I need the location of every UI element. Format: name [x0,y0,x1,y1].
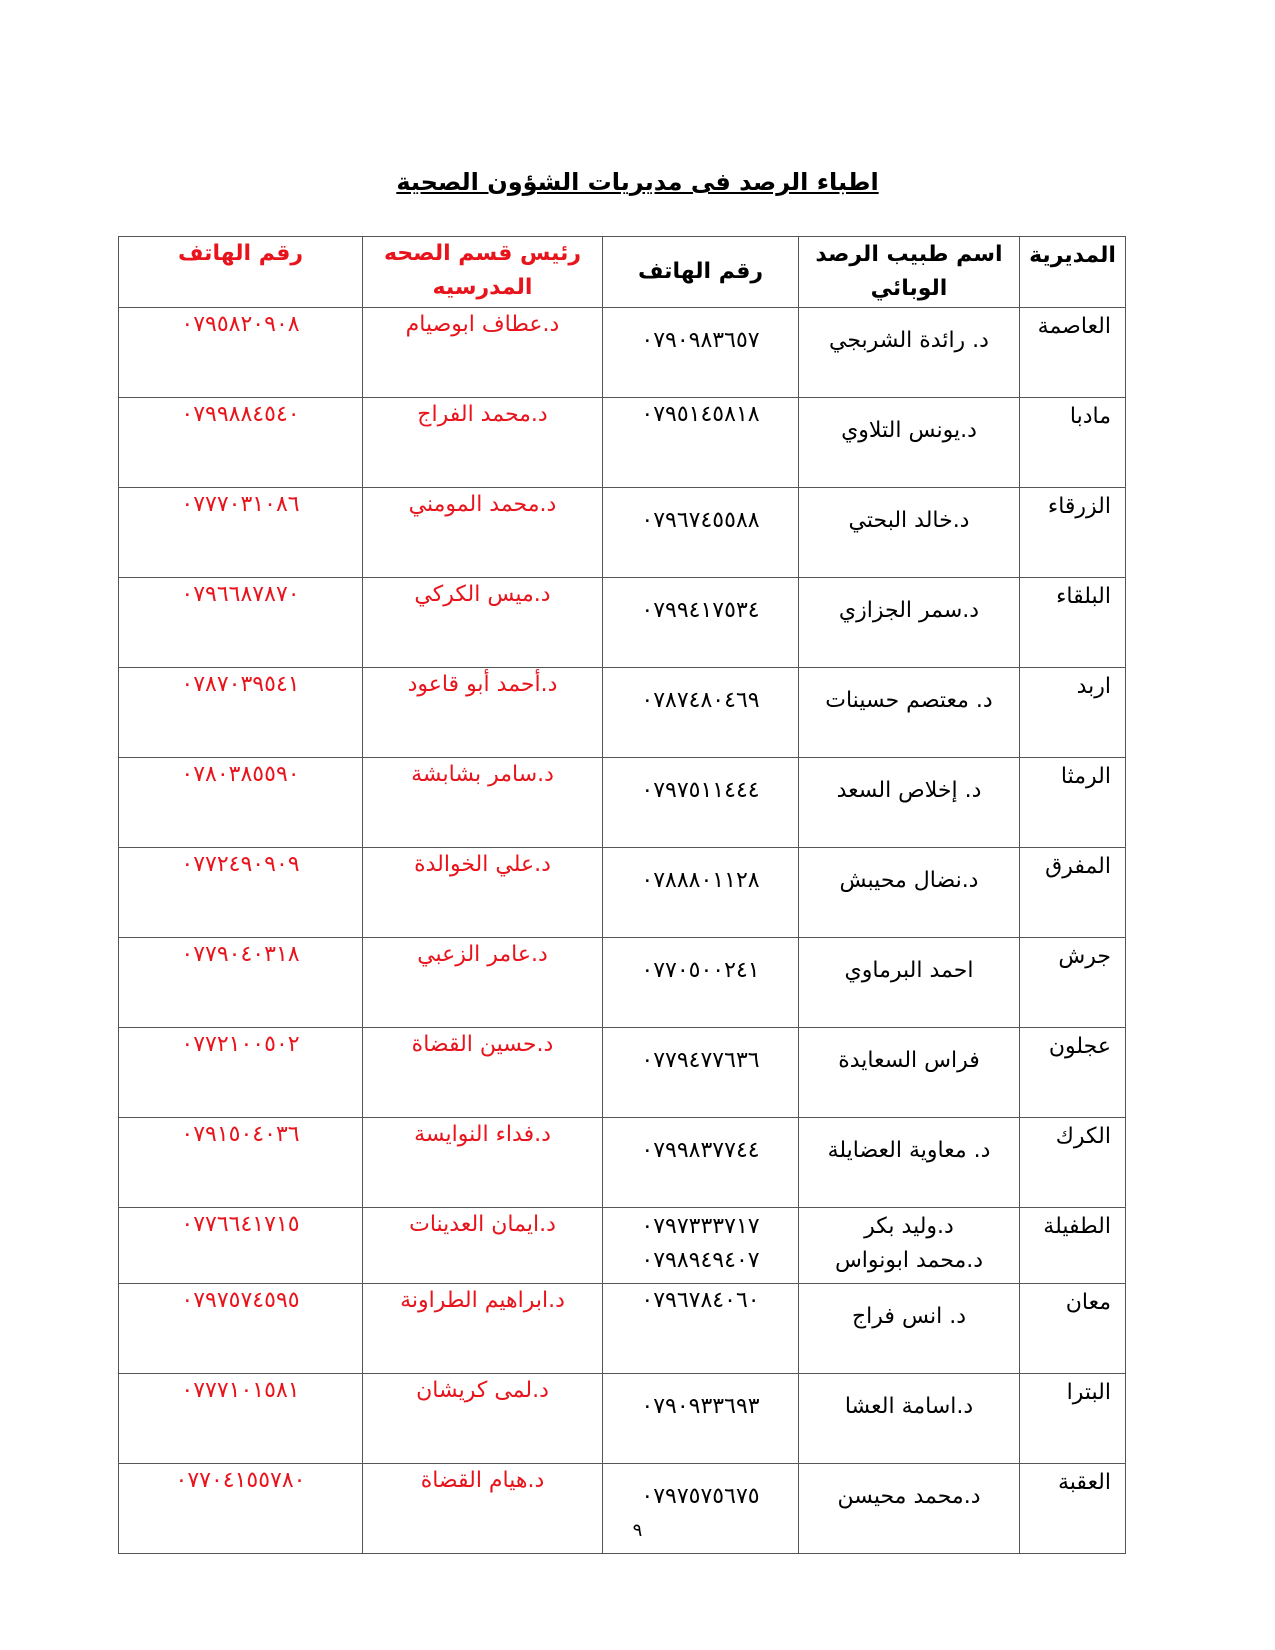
doctor-cell: د.سمر الجزازي [799,578,1020,668]
phone-cell: ٠٧٨٧٤٨٠٤٦٩ [603,668,799,758]
doctor-cell [799,1208,1020,1284]
header-school-head: رئيس قسم الصحه المدرسيه [363,237,603,308]
doctor-cell: د.يونس التلاوي [799,398,1020,488]
school-head-cell: د.فداء النوايسة [363,1118,603,1208]
doctor-cell: د.محمد محيسن [799,1464,1020,1554]
table-row [119,1208,1126,1284]
phone-2-cell: ٠٧٧٧١٠١٥٨١ [119,1374,363,1464]
directorate-cell: الرمثا [1020,758,1126,848]
phone-2-cell: ٠٧٩٧٥٧٤٥٩٥ [119,1284,363,1374]
directorate-cell: البترا [1020,1374,1126,1464]
table-row [119,938,1126,1028]
table-row [119,1374,1126,1464]
phone-2-cell: ٠٧٧٦٦٤١٧١٥ [119,1208,363,1284]
school-head-cell: د.عطاف ابوصيام [363,308,603,398]
header-doctor: اسم طبيب الرصد الوبائي [799,237,1020,308]
header-phone-2: رقم الهاتف [119,237,363,308]
table-row [119,1028,1126,1118]
header-directorate: المديرية [1020,237,1126,308]
table-row [119,578,1126,668]
phone-cell: ٠٧٩٩٨٣٧٧٤٤ [603,1118,799,1208]
page-title: اطباء الرصد فى مديريات الشؤون الصحية [396,168,879,196]
school-head-cell: د.هيام القضاة [363,1464,603,1554]
phone-cell: ٠٧٩٦٧٨٤٠٦٠ [603,1284,799,1374]
school-head-cell: د.عامر الزعبي [363,938,603,1028]
table-row [119,1284,1126,1374]
table-row [119,488,1126,578]
directorate-cell: جرش [1020,938,1126,1028]
school-head-cell: د.ميس الكركي [363,578,603,668]
school-head-cell: د.حسين القضاة [363,1028,603,1118]
phone-cell: ٠٧٩٠٩٨٣٦٥٧ [603,308,799,398]
table-row [119,848,1126,938]
directorate-cell: عجلون [1020,1028,1126,1118]
directorate-cell: مادبا [1020,398,1126,488]
school-head-cell: د.محمد الفراج [363,398,603,488]
directorate-cell: الكرك [1020,1118,1126,1208]
directorate-cell: العاصمة [1020,308,1126,398]
directorate-cell: معان [1020,1284,1126,1374]
phone-cell: ٠٧٧٠٥٠٠٢٤١ [603,938,799,1028]
phone-cell [603,1208,799,1284]
phone-2-cell: ٠٧٩٦٦٨٧٨٧٠ [119,578,363,668]
phone-cell: ٠٧٩٩٤١٧٥٣٤ [603,578,799,668]
phone-cell: ٠٧٩٠٩٣٣٦٩٣ [603,1374,799,1464]
phone-2-cell: ٠٧٩٩٨٨٤٥٤٠ [119,398,363,488]
phone-2-cell: ٠٧٧٩٠٤٠٣١٨ [119,938,363,1028]
directorate-cell: البلقاء [1020,578,1126,668]
phone-number: ٠٧٩٨٩٤٩٤٠٧ [641,1248,760,1273]
table-row [119,758,1126,848]
directorates-table [118,236,1126,1554]
phone-2-cell: ٠٧٩١٥٠٤٠٣٦ [119,1118,363,1208]
directorate-cell: الطفيلة [1020,1208,1126,1284]
table-row [119,308,1126,398]
directorate-cell: العقبة [1020,1464,1126,1554]
doctor-cell: د.اسامة العشا [799,1374,1020,1464]
doctor-cell: فراس السعايدة [799,1028,1020,1118]
phone-2-cell: ٠٧٧٢٤٩٠٩٠٩ [119,848,363,938]
table-row [119,1118,1126,1208]
header-phone: رقم الهاتف [603,237,799,308]
directorate-cell: اربد [1020,668,1126,758]
phone-2-cell: ٠٧٧٢١٠٠٥٠٢ [119,1028,363,1118]
phone-cell: ٠٧٧٩٤٧٧٦٣٦ [603,1028,799,1118]
school-head-cell: د.علي الخوالدة [363,848,603,938]
phone-cell: ٠٧٩٦٧٤٥٥٨٨ [603,488,799,578]
doctor-name: د.محمد ابونواس [834,1248,984,1273]
phone-2-cell: ٠٧٨٠٣٨٥٥٩٠ [119,758,363,848]
doctor-cell: د. انس فراج [799,1284,1020,1374]
directorate-cell: الزرقاء [1020,488,1126,578]
doctor-cell: احمد البرماوي [799,938,1020,1028]
school-head-cell: د.سامر بشابشة [363,758,603,848]
school-head-cell: د.لمى كريشان [363,1374,603,1464]
doctor-cell: د.نضال محيبش [799,848,1020,938]
table-row [119,398,1126,488]
phone-2-cell: ٠٧٧٧٠٣١٠٨٦ [119,488,363,578]
phone-number: ٠٧٩٧٣٣٣٧١٧ [641,1214,760,1239]
doctor-name: د.وليد بكر [864,1214,954,1239]
school-head-cell: د.محمد المومني [363,488,603,578]
header-row [119,237,1126,308]
page-number: ٩ [632,1520,643,1541]
doctor-cell: د. إخلاص السعد [799,758,1020,848]
phone-2-cell: ٠٧٨٧٠٣٩٥٤١ [119,668,363,758]
directorate-cell: المفرق [1020,848,1126,938]
doctor-cell: د. رائدة الشربجي [799,308,1020,398]
phone-cell: ٠٧٩٧٥٧٥٦٧٥ [603,1464,799,1554]
school-head-cell: د.ابراهيم الطراونة [363,1284,603,1374]
doctor-cell: د. معتصم حسينات [799,668,1020,758]
table-row [119,668,1126,758]
phone-2-cell: ٠٧٩٥٨٢٠٩٠٨ [119,308,363,398]
doctor-cell: د. معاوية العضايلة [799,1118,1020,1208]
school-head-cell: د.أحمد أبو قاعود [363,668,603,758]
school-head-cell: د.ايمان العدينات [363,1208,603,1284]
phone-cell: ٠٧٩٧٥١١٤٤٤ [603,758,799,848]
phone-cell: ٠٧٩٥١٤٥٨١٨ [603,398,799,488]
doctor-cell: د.خالد البحتي [799,488,1020,578]
phone-cell: ٠٧٨٨٨٠١١٢٨ [603,848,799,938]
phone-2-cell: ٠٧٧٠٤١٥٥٧٨٠ [119,1464,363,1554]
